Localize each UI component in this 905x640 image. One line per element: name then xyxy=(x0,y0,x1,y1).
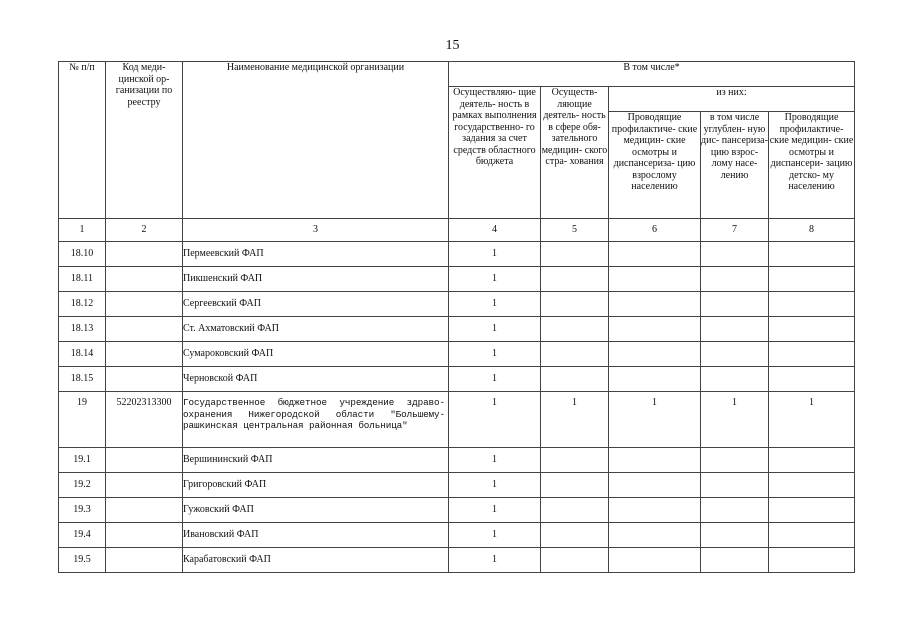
row-number-cell: 19.2 xyxy=(59,473,106,498)
column-number: 7 xyxy=(701,219,769,242)
column-number: 6 xyxy=(609,219,701,242)
table-row xyxy=(59,292,855,317)
row-number-cell: 18.14 xyxy=(59,342,106,367)
org-name-cell: Гужовский ФАП xyxy=(183,498,449,523)
state-budget-cell: 1 xyxy=(449,342,541,367)
org-code-cell xyxy=(106,548,183,573)
row-number-cell: 18.15 xyxy=(59,367,106,392)
in-depth-dispensary-cell xyxy=(701,342,769,367)
child-exams-cell xyxy=(769,267,855,292)
state-budget-cell: 1 xyxy=(449,548,541,573)
in-depth-dispensary-cell xyxy=(701,242,769,267)
org-code-cell xyxy=(106,523,183,548)
organizations-table xyxy=(58,61,855,573)
in-depth-dispensary-cell xyxy=(701,548,769,573)
table-row xyxy=(59,392,855,448)
row-number-cell: 19 xyxy=(59,392,106,448)
org-code-cell xyxy=(106,242,183,267)
org-code-cell: 52202313300 xyxy=(106,392,183,448)
compulsory-insurance-cell xyxy=(541,548,609,573)
child-exams-cell xyxy=(769,523,855,548)
compulsory-insurance-cell: 1 xyxy=(541,392,609,448)
in-depth-dispensary-cell xyxy=(701,267,769,292)
table-row xyxy=(59,523,855,548)
column-number: 2 xyxy=(106,219,183,242)
state-budget-cell: 1 xyxy=(449,392,541,448)
state-budget-cell: 1 xyxy=(449,242,541,267)
table-row xyxy=(59,548,855,573)
header-row-number: № п/п xyxy=(59,62,106,219)
compulsory-insurance-cell xyxy=(541,342,609,367)
table-row xyxy=(59,267,855,292)
row-number-cell: 19.1 xyxy=(59,448,106,473)
state-budget-cell: 1 xyxy=(449,367,541,392)
compulsory-insurance-cell xyxy=(541,242,609,267)
org-name-cell: Пикшенский ФАП xyxy=(183,267,449,292)
state-budget-cell: 1 xyxy=(449,317,541,342)
header-org-name: Наименование медицинской организации xyxy=(183,62,449,219)
adult-exams-cell xyxy=(609,367,701,392)
table-row xyxy=(59,242,855,267)
compulsory-insurance-cell xyxy=(541,267,609,292)
row-number-cell: 18.13 xyxy=(59,317,106,342)
org-code-cell xyxy=(106,292,183,317)
table-header xyxy=(59,62,855,219)
compulsory-insurance-cell xyxy=(541,448,609,473)
table-row xyxy=(59,448,855,473)
table-row xyxy=(59,367,855,392)
in-depth-dispensary-cell xyxy=(701,523,769,548)
adult-exams-cell xyxy=(609,267,701,292)
column-number: 3 xyxy=(183,219,449,242)
child-exams-cell xyxy=(769,473,855,498)
header-child-exams: Проводящие профилактиче- ские медицин- ские осмотры и диспансери- зацию детско- му населению xyxy=(769,112,855,219)
compulsory-insurance-cell xyxy=(541,317,609,342)
column-number: 5 xyxy=(541,219,609,242)
state-budget-cell: 1 xyxy=(449,523,541,548)
org-name-cell: Пермеевский ФАП xyxy=(183,242,449,267)
state-budget-cell: 1 xyxy=(449,473,541,498)
header-state-budget: Осуществляю- щие деятель- ность в рамках выполнения государственно- го задания за счет средств областного бюджета xyxy=(449,87,541,219)
org-code-cell xyxy=(106,473,183,498)
header-in-depth-dispensary: в том числе углублен- ную дис- пансериза- цию взрос- лому насе- лению xyxy=(701,112,769,219)
adult-exams-cell xyxy=(609,523,701,548)
org-name-cell: Ивановский ФАП xyxy=(183,523,449,548)
adult-exams-cell xyxy=(609,448,701,473)
adult-exams-cell xyxy=(609,292,701,317)
in-depth-dispensary-cell xyxy=(701,292,769,317)
header-compulsory-insurance: Осуществ- ляющие деятель- ность в сфере обя- зательного медицин- ского стра- хования xyxy=(541,87,609,219)
adult-exams-cell xyxy=(609,498,701,523)
org-code-cell xyxy=(106,317,183,342)
org-name-cell: Ст. Ахматовский ФАП xyxy=(183,317,449,342)
child-exams-cell xyxy=(769,367,855,392)
page-number: 15 xyxy=(445,38,460,53)
org-name-cell: Григоровский ФАП xyxy=(183,473,449,498)
row-number-cell: 19.4 xyxy=(59,523,106,548)
adult-exams-cell xyxy=(609,548,701,573)
org-code-cell xyxy=(106,448,183,473)
state-budget-cell: 1 xyxy=(449,292,541,317)
row-number-cell: 19.5 xyxy=(59,548,106,573)
in-depth-dispensary-cell: 1 xyxy=(701,392,769,448)
org-code-cell xyxy=(106,367,183,392)
child-exams-cell xyxy=(769,292,855,317)
org-name-cell: Сумароковский ФАП xyxy=(183,342,449,367)
compulsory-insurance-cell xyxy=(541,498,609,523)
column-number: 4 xyxy=(449,219,541,242)
row-number-cell: 18.10 xyxy=(59,242,106,267)
header-adult-exams: Проводящие профилактиче- ские медицин- ские осмотры и диспансериза- цию взрослому населению xyxy=(609,112,701,219)
row-number-cell: 19.3 xyxy=(59,498,106,523)
column-numbers-row xyxy=(59,219,855,242)
child-exams-cell xyxy=(769,242,855,267)
child-exams-cell xyxy=(769,548,855,573)
child-exams-cell: 1 xyxy=(769,392,855,448)
row-number-cell: 18.12 xyxy=(59,292,106,317)
org-name-cell: Сергеевский ФАП xyxy=(183,292,449,317)
compulsory-insurance-cell xyxy=(541,367,609,392)
org-name-cell: Черновской ФАП xyxy=(183,367,449,392)
org-code-cell xyxy=(106,498,183,523)
header-org-code: Код меди- цинской ор- ганизации по реестру xyxy=(106,62,183,219)
compulsory-insurance-cell xyxy=(541,292,609,317)
table-row xyxy=(59,498,855,523)
adult-exams-cell xyxy=(609,342,701,367)
adult-exams-cell xyxy=(609,317,701,342)
state-budget-cell: 1 xyxy=(449,448,541,473)
column-number: 1 xyxy=(59,219,106,242)
org-code-cell xyxy=(106,267,183,292)
child-exams-cell xyxy=(769,498,855,523)
org-code-cell xyxy=(106,342,183,367)
org-name-cell: Государственное бюджетное учреждение здраво- охранения Нижегородской области "Большему- рашкинская центральная районная больница" xyxy=(183,392,449,448)
table-row xyxy=(59,473,855,498)
org-name-cell: Вершининский ФАП xyxy=(183,448,449,473)
state-budget-cell: 1 xyxy=(449,498,541,523)
header-of-them: из них: xyxy=(609,87,855,112)
row-number-cell: 18.11 xyxy=(59,267,106,292)
in-depth-dispensary-cell xyxy=(701,448,769,473)
in-depth-dispensary-cell xyxy=(701,473,769,498)
adult-exams-cell xyxy=(609,473,701,498)
header-including-group: В том числе* xyxy=(449,62,855,87)
state-budget-cell: 1 xyxy=(449,267,541,292)
org-name-cell: Карабатовский ФАП xyxy=(183,548,449,573)
child-exams-cell xyxy=(769,317,855,342)
column-number: 8 xyxy=(769,219,855,242)
child-exams-cell xyxy=(769,448,855,473)
table-row xyxy=(59,342,855,367)
in-depth-dispensary-cell xyxy=(701,367,769,392)
in-depth-dispensary-cell xyxy=(701,317,769,342)
child-exams-cell xyxy=(769,342,855,367)
compulsory-insurance-cell xyxy=(541,523,609,548)
in-depth-dispensary-cell xyxy=(701,498,769,523)
compulsory-insurance-cell xyxy=(541,473,609,498)
adult-exams-cell xyxy=(609,242,701,267)
table-row xyxy=(59,317,855,342)
adult-exams-cell: 1 xyxy=(609,392,701,448)
